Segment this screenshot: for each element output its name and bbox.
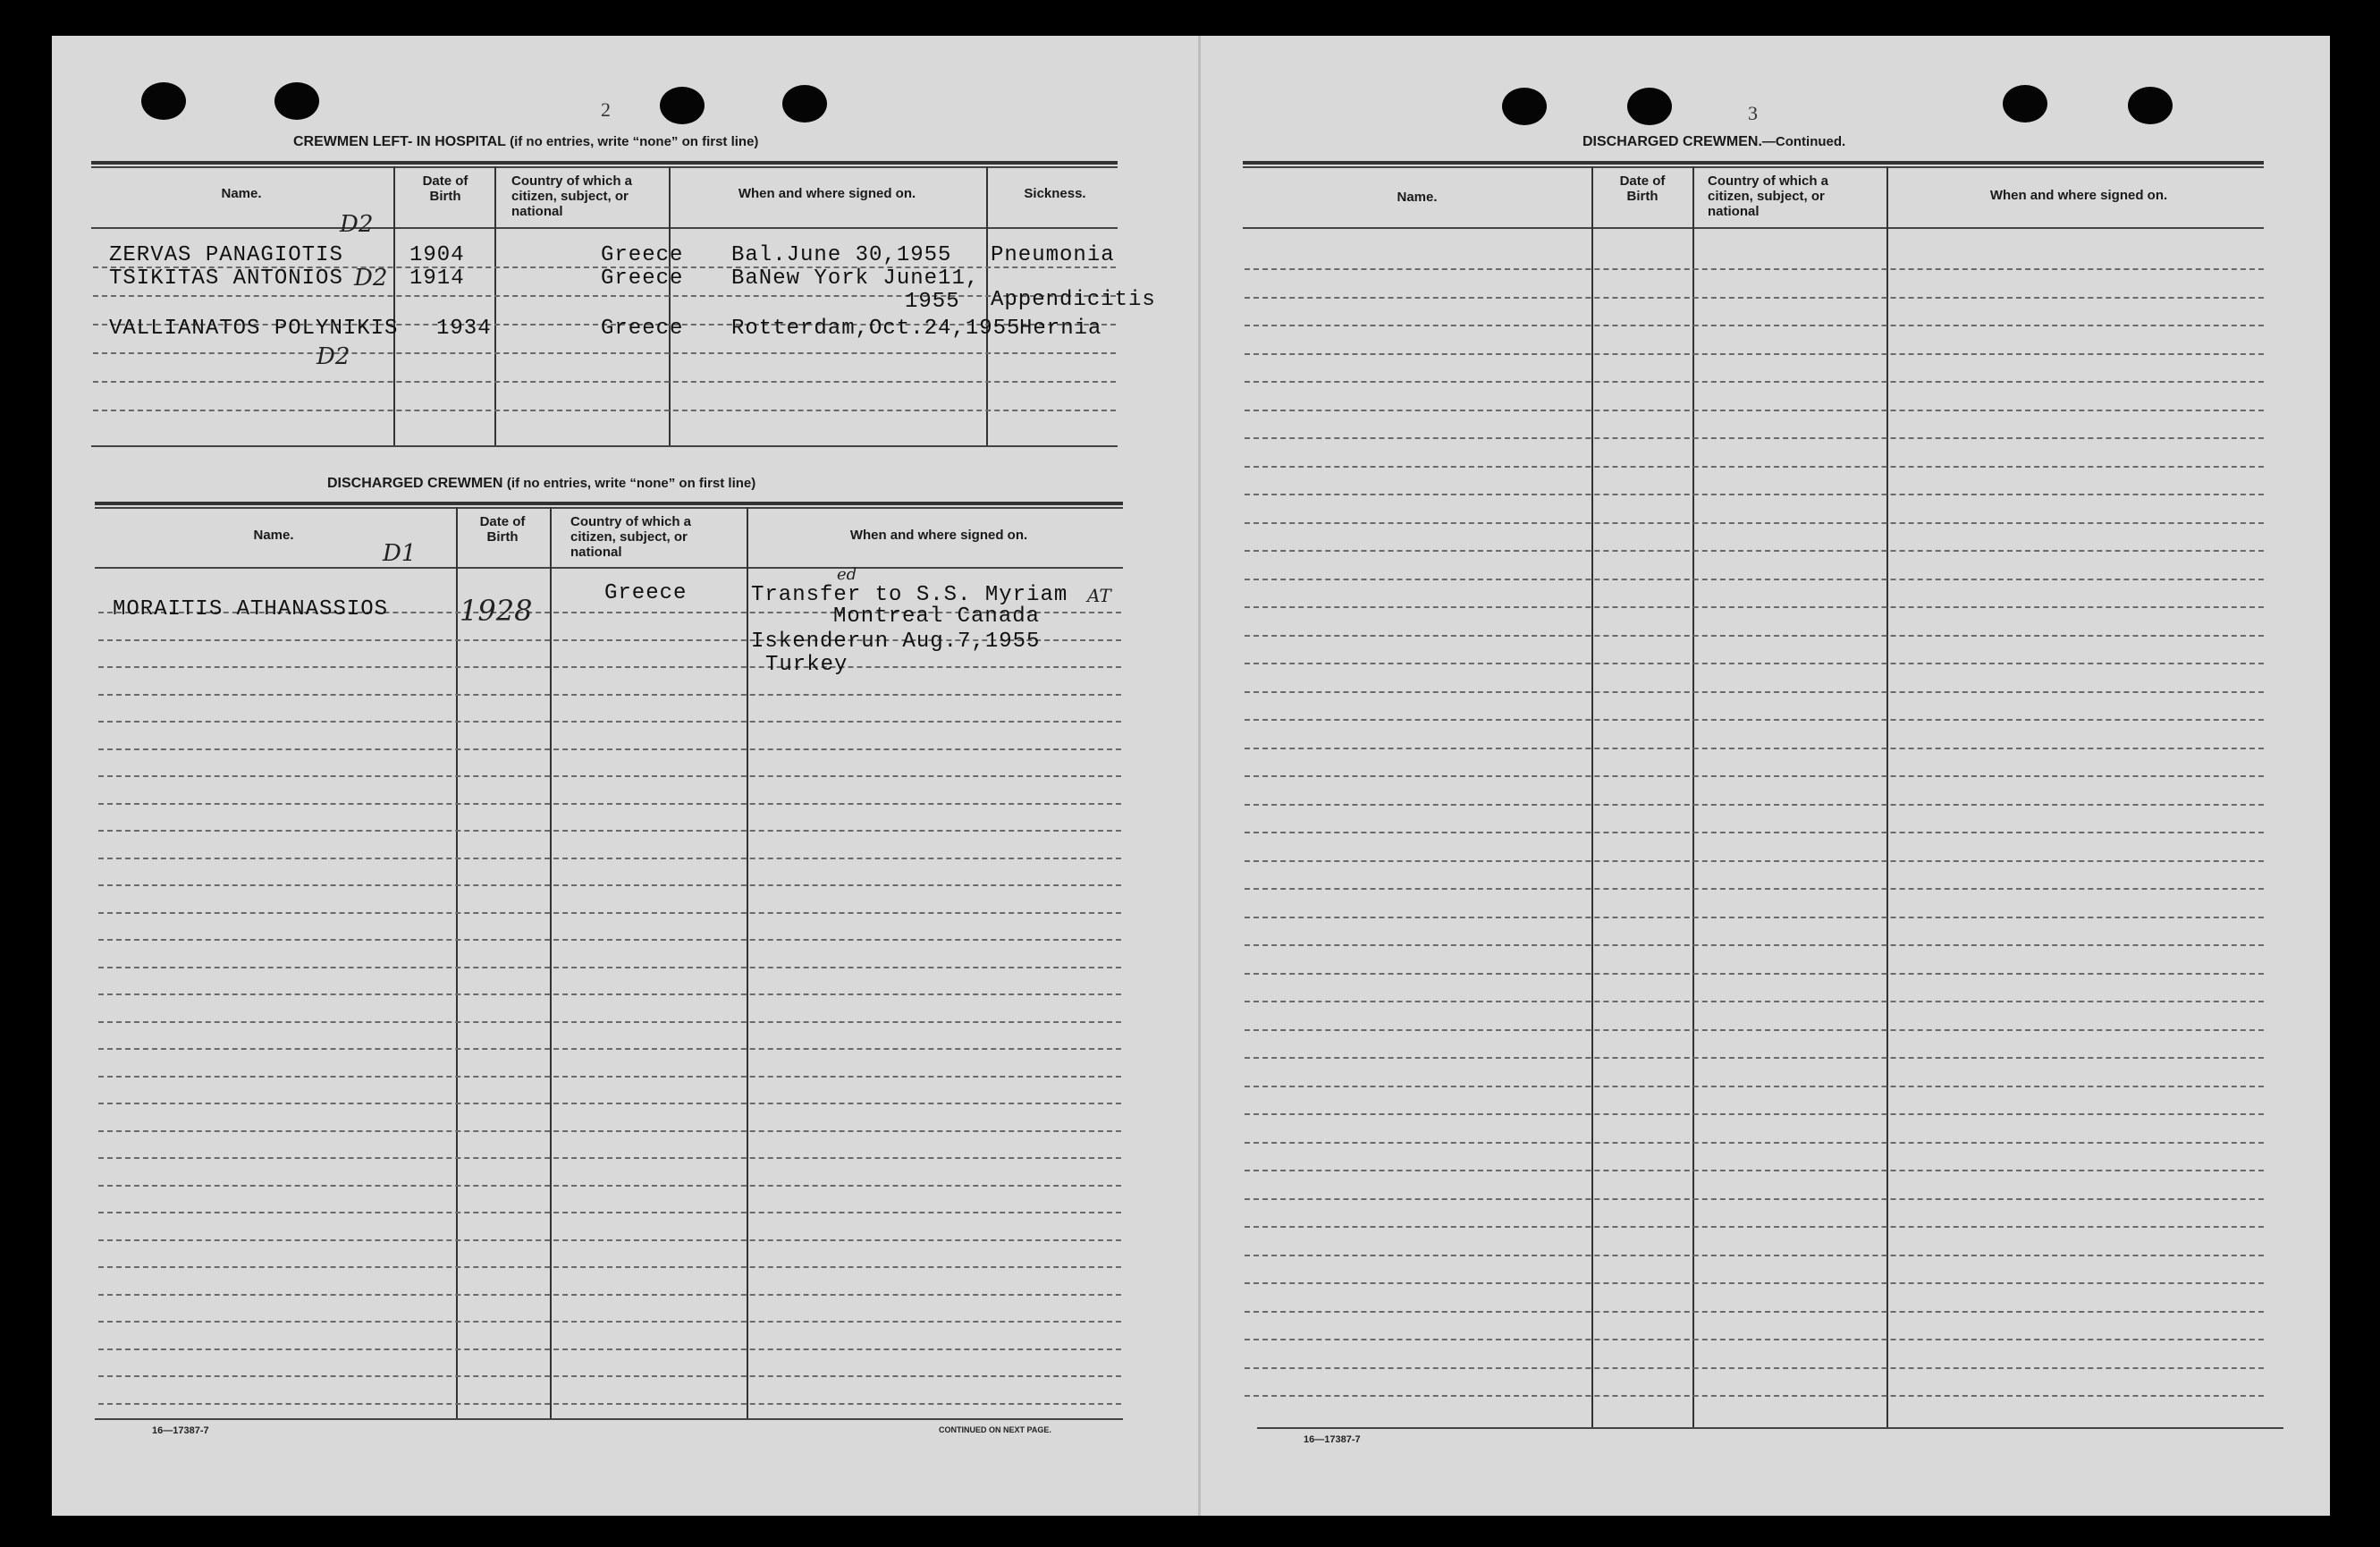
ruled-line xyxy=(1245,1226,2264,1228)
ruled-line xyxy=(1245,494,2264,495)
ruled-line xyxy=(93,352,1116,354)
ruled-line xyxy=(98,1212,1121,1213)
col-header-signed: When and where signed on. xyxy=(849,528,1028,543)
ruled-line xyxy=(1245,748,2264,749)
hospital-row-birth: 1934 xyxy=(436,317,492,341)
col-header-country: Country of which a citizen, subject, or national xyxy=(1708,173,1828,219)
hospital-row-name: TSIKITAS ANTONIOS xyxy=(109,266,343,291)
ruled-line xyxy=(1245,550,2264,552)
ruled-line xyxy=(1245,1170,2264,1171)
column-divider xyxy=(669,166,671,445)
ruled-line xyxy=(98,748,1121,750)
ruled-line xyxy=(98,1021,1121,1023)
column-divider xyxy=(1886,166,1888,1427)
ruled-line xyxy=(1245,1339,2264,1340)
ruled-line xyxy=(98,1239,1121,1241)
column-divider xyxy=(456,507,458,1418)
ruled-line xyxy=(98,1103,1121,1104)
hospital-row-birth: 1904 xyxy=(409,243,465,267)
ruled-line xyxy=(1245,860,2264,862)
punch-hole xyxy=(660,87,705,124)
form-number-left: 16—17387-7 xyxy=(152,1425,209,1436)
ruled-line xyxy=(1245,297,2264,299)
ruled-line xyxy=(1245,1311,2264,1313)
handwritten-mark: D2 xyxy=(340,211,374,238)
ruled-line xyxy=(1245,691,2264,693)
discharged-row-birth: 1928 xyxy=(460,594,533,628)
ruled-line xyxy=(1245,944,2264,946)
ruled-line xyxy=(98,1294,1121,1296)
column-divider xyxy=(393,166,395,445)
ruled-line xyxy=(1245,635,2264,637)
continued-note: CONTINUED ON NEXT PAGE. xyxy=(939,1425,1051,1434)
hospital-row-country: Greece xyxy=(601,243,684,267)
ruled-line xyxy=(1245,719,2264,721)
ruled-line xyxy=(1245,579,2264,580)
table-rule xyxy=(91,445,1118,447)
ruled-line xyxy=(1245,1001,2264,1002)
ruled-line xyxy=(98,884,1121,886)
ruled-line xyxy=(98,1048,1121,1050)
ruled-line xyxy=(98,939,1121,941)
column-divider xyxy=(550,507,552,1418)
page-fold xyxy=(1198,36,1201,1516)
column-divider xyxy=(986,166,988,445)
handwritten-mark: D2 xyxy=(354,265,388,292)
ruled-line xyxy=(1245,973,2264,975)
page-number-right: 3 xyxy=(1748,102,1758,124)
ruled-line xyxy=(98,721,1121,723)
ruled-line xyxy=(1245,522,2264,524)
ruled-line xyxy=(98,1130,1121,1132)
table-rule xyxy=(91,227,1118,229)
ruled-line xyxy=(98,830,1121,832)
ruled-line xyxy=(98,803,1121,805)
ruled-line xyxy=(1245,381,2264,383)
ruled-line xyxy=(98,1321,1121,1323)
col-header-birth: Date of Birth xyxy=(1619,173,1666,204)
ruled-line xyxy=(1245,888,2264,890)
ruled-line xyxy=(98,967,1121,968)
ruled-line xyxy=(1245,1142,2264,1144)
col-header-name: Name. xyxy=(221,186,262,201)
col-header-signed: When and where signed on. xyxy=(1989,188,2168,203)
ruled-line xyxy=(1245,832,2264,833)
hospital-row-sickness: Hernia xyxy=(1019,317,1102,341)
hospital-row-signed: BaNew York June11, xyxy=(731,266,980,291)
form-number-right: 16—17387-7 xyxy=(1304,1434,1361,1445)
ruled-line xyxy=(1245,1198,2264,1200)
table-rule xyxy=(95,507,1123,509)
handwritten-mark: D1 xyxy=(383,540,417,567)
punch-hole xyxy=(2003,85,2047,123)
ruled-line xyxy=(98,1266,1121,1268)
ruled-line xyxy=(93,381,1116,383)
ruled-line xyxy=(1245,466,2264,468)
hospital-row-name: VALLIANATOS POLYNIKIS xyxy=(109,317,399,341)
hospital-section-title: CREWMEN LEFT- IN HOSPITAL (if no entries, write “none” on first line) xyxy=(293,134,759,149)
discharged-row-name: MORAITIS ATHANASSIOS xyxy=(113,597,389,621)
punch-hole xyxy=(2128,87,2173,124)
ruled-line xyxy=(98,912,1121,914)
ruled-line xyxy=(93,295,1116,297)
discharged-row-signed: Transfer to S.S. Myriam xyxy=(751,583,1068,607)
ruled-line xyxy=(1245,606,2264,608)
ruled-line xyxy=(1245,663,2264,664)
right-section-title: DISCHARGED CREWMEN.—Continued. xyxy=(1582,134,1846,149)
ruled-line xyxy=(98,1185,1121,1187)
ruled-line xyxy=(1245,1086,2264,1087)
ruled-line xyxy=(1245,353,2264,355)
ruled-line xyxy=(1245,410,2264,411)
col-header-birth: Date of Birth xyxy=(422,173,468,204)
table-rule xyxy=(1257,1427,2283,1429)
punch-hole xyxy=(782,85,827,123)
ruled-line xyxy=(1245,1029,2264,1031)
punch-hole xyxy=(1627,88,1672,125)
ruled-line xyxy=(98,1403,1121,1405)
discharged-row-signed: Montreal Canada xyxy=(833,604,1041,629)
discharged-row-signed: Iskenderun Aug.7,1955 xyxy=(751,630,1041,654)
page-number-left: 2 xyxy=(601,98,611,121)
ruled-line xyxy=(93,410,1116,411)
table-rule xyxy=(1243,166,2264,168)
ruled-line xyxy=(1245,1395,2264,1397)
handwritten-ed: ed xyxy=(837,565,857,584)
hospital-row-name: ZERVAS PANAGIOTIS xyxy=(109,243,343,267)
punch-hole xyxy=(274,82,319,120)
table-rule xyxy=(95,1418,1123,1420)
column-divider xyxy=(1692,166,1694,1427)
table-rule xyxy=(91,166,1118,168)
ruled-line xyxy=(98,1076,1121,1078)
discharged-row-signed: Turkey xyxy=(765,653,848,677)
ruled-line xyxy=(1245,804,2264,806)
hospital-row-country: Greece xyxy=(601,317,684,341)
table-rule xyxy=(91,161,1118,165)
ruled-line xyxy=(98,858,1121,859)
col-header-country: Country of which a citizen, subject, or national xyxy=(570,514,691,560)
column-divider xyxy=(1591,166,1593,1427)
table-rule xyxy=(1243,161,2264,165)
hospital-row-signed: Bal.June 30,1955 xyxy=(731,243,952,267)
hospital-row-country: Greece xyxy=(601,266,684,291)
col-header-signed: When and where signed on. xyxy=(738,186,916,201)
col-header-sickness: Sickness. xyxy=(1024,186,1086,201)
ruled-line xyxy=(98,1348,1121,1350)
col-header-name: Name. xyxy=(253,528,294,543)
column-divider xyxy=(494,166,496,445)
hospital-row-sickness: Pneumonia xyxy=(991,243,1115,267)
hospital-row-birth: 1914 xyxy=(409,266,465,291)
discharged-row-country: Greece xyxy=(604,581,688,605)
discharged-section-title: DISCHARGED CREWMEN (if no entries, write “none” on first line) xyxy=(327,476,756,491)
ruled-line xyxy=(98,993,1121,995)
ruled-line xyxy=(1245,1255,2264,1256)
handwritten-mark: D2 xyxy=(316,343,350,370)
ruled-line xyxy=(1245,268,2264,270)
ruled-line xyxy=(98,1157,1121,1159)
ruled-line xyxy=(1245,1367,2264,1369)
punch-hole xyxy=(1502,88,1547,125)
ruled-line xyxy=(1245,325,2264,326)
ruled-line xyxy=(98,666,1121,668)
hospital-row-sickness: Appendicitis xyxy=(991,288,1156,312)
ruled-line xyxy=(98,694,1121,696)
ruled-line xyxy=(98,1375,1121,1377)
table-rule xyxy=(95,567,1123,569)
table-rule xyxy=(1243,227,2264,229)
ruled-line xyxy=(1245,1113,2264,1115)
col-header-country: Country of which a citizen, subject, or national xyxy=(511,173,632,219)
handwritten-at: AT xyxy=(1087,585,1111,606)
ruled-line xyxy=(1245,437,2264,439)
ruled-line xyxy=(1245,1282,2264,1284)
hospital-row-signed-year: 1955 xyxy=(905,290,960,314)
table-rule xyxy=(95,502,1123,505)
ruled-line xyxy=(1245,917,2264,918)
hospital-row-signed: Rotterdam,Oct.24,1955 xyxy=(731,317,1021,341)
punch-hole xyxy=(141,82,186,120)
col-header-birth: Date of Birth xyxy=(479,514,526,545)
ruled-line xyxy=(1245,1057,2264,1059)
ruled-line xyxy=(1245,775,2264,777)
column-divider xyxy=(747,507,748,1418)
col-header-name: Name. xyxy=(1397,190,1438,205)
ruled-line xyxy=(98,775,1121,777)
